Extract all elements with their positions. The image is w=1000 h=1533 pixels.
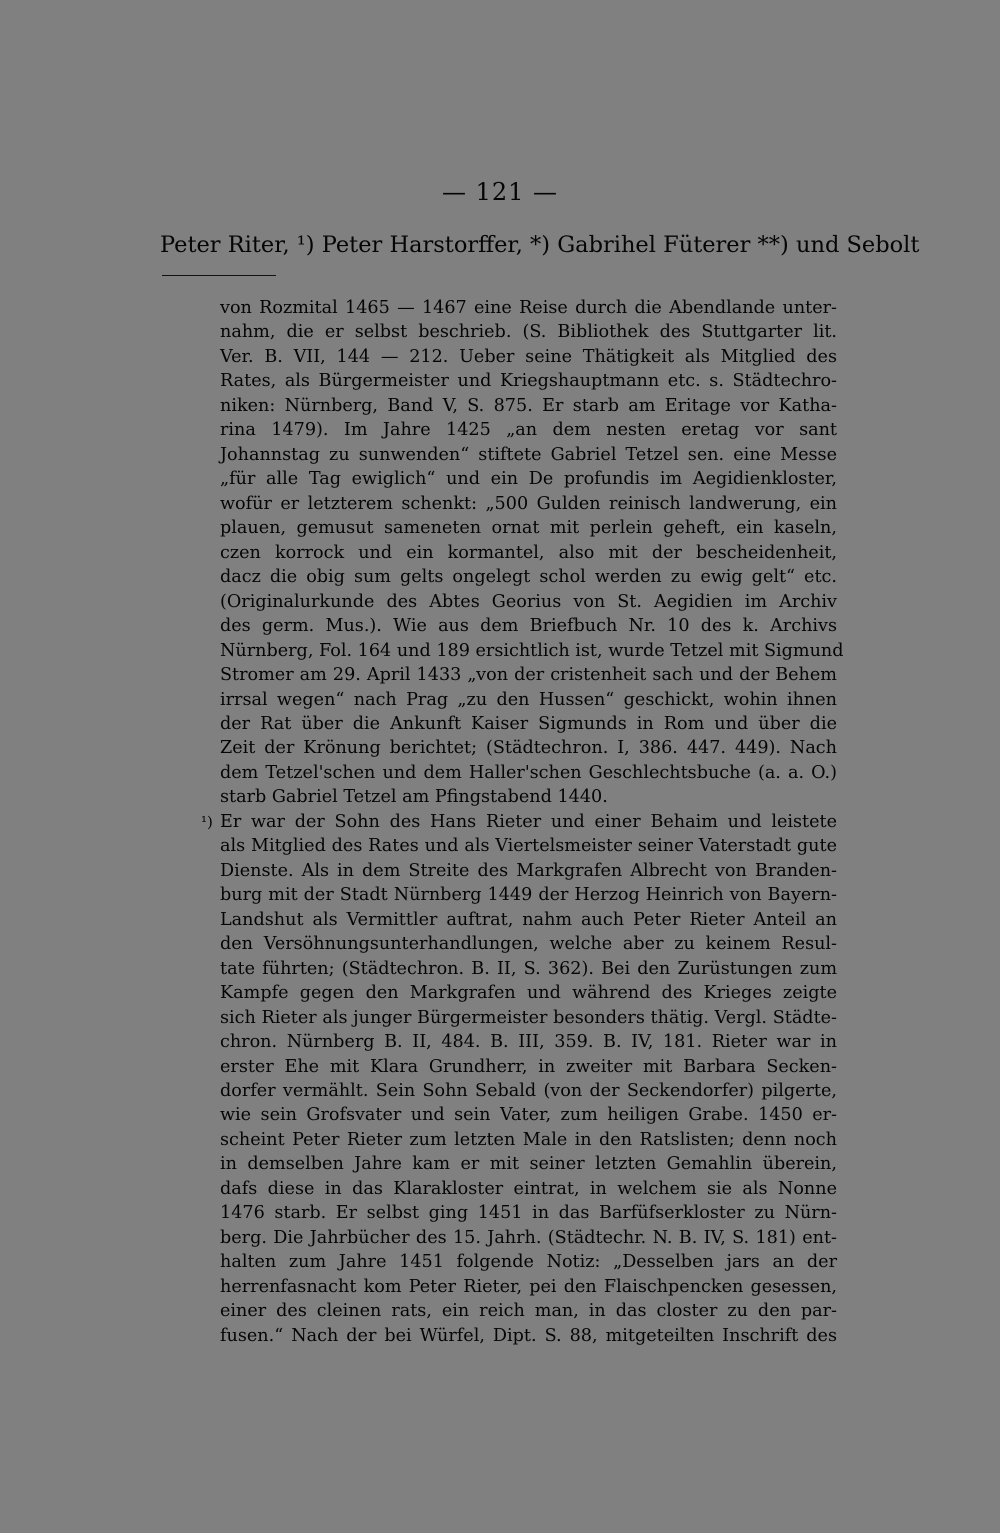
footnote-line: der Rat über die Ankunft Kaiser Sigmunds in Rom und über die — [220, 713, 837, 734]
footnote-line: Zeit der Krönung berichtet; (Städtechron. I, 386. 447. 449). Nach — [220, 738, 837, 759]
footnote-1 — [201, 810, 837, 1348]
footnote-marker: ¹) — [201, 812, 213, 831]
footnote-line: plauen, gemusut sameneten ornat mit perlein geheft, ein kaseln, — [220, 518, 837, 539]
page-number: — 121 — — [441, 178, 559, 206]
footnote-line — [201, 810, 837, 834]
footnote-line: „für alle Tag ewiglich“ und ein De profundis im Aegidienkloster, — [220, 469, 837, 490]
footnotes-block — [201, 296, 844, 1348]
footnote-line: Stromer am 29. April 1433 „von der cristenheit sach und der Behem — [220, 665, 837, 686]
footnote-line: Landshut als Vermittler auftrat, nahm auch Peter Rieter Anteil an — [220, 909, 837, 930]
footnote-line: dem Tetzel'schen und dem Haller'schen Geschlechtsbuche (a. a. O.) — [220, 762, 837, 783]
footnote-line: Kampfe gegen den Markgrafen und während des Krieges zeigte — [220, 983, 837, 1004]
footnote-line: nahm, die er selbst beschrieb. (S. Bibliothek des Stuttgarter lit. — [220, 322, 837, 343]
footnote-line: als Mitglied des Rates und als Viertelsmeister seiner Vaterstadt gute — [220, 836, 837, 857]
footnote-line: irrsal wegen“ nach Prag „zu den Hussen“ geschickt, wohin ihnen — [220, 689, 837, 710]
footnote-line: erster Ehe mit Klara Grundherr, in zweiter mit Barbara Secken- — [220, 1056, 837, 1077]
footnote-line: wie sein Grofsvater und sein Vater, zum heiligen Grabe. 1450 er- — [220, 1105, 837, 1126]
footnote-line: Johannstag zu sunwenden“ stiftete Gabriel Tetzel sen. eine Messe — [220, 444, 837, 465]
footnote-line: Rates, als Bürgermeister und Kriegshauptmann etc. s. Städtechro- — [220, 371, 837, 392]
footnote-line: 1476 starb. Er selbst ging 1451 in das Barfüfserkloster zu Nürn- — [220, 1203, 837, 1224]
footnote-line: wofür er letzterem schenkt: „500 Gulden reinisch landwerung, ein — [220, 493, 837, 514]
running-text-line: Peter Riter, ¹) Peter Harstorffer, *) Gabrihel Füterer **) und Sebolt — [160, 232, 920, 258]
footnote-line-text: Er war der Sohn des Hans Rieter und einer Behaim und leistete — [220, 811, 837, 832]
footnote-line: burg mit der Stadt Nürnberg 1449 der Herzog Heinrich von Bayern- — [220, 885, 837, 906]
footnote-line: berg. Die Jahrbücher des 15. Jahrh. (Städtechr. N. B. IV, S. 181) ent- — [220, 1227, 837, 1248]
footnote-line: fusen.“ Nach der bei Würfel, Dipt. S. 88, mitgeteilten Inschrift des — [220, 1325, 837, 1346]
footnote-line: chron. Nürnberg B. II, 484. B. III, 359. B. IV, 181. Rieter war in — [220, 1032, 837, 1053]
footnote-line: dacz die obig sum gelts ongelegt schol werden zu ewig gelt“ etc. — [220, 567, 837, 588]
footnote-line: Ver. B. VII, 144 — 212. Ueber seine Thätigkeit als Mitglied des — [220, 346, 837, 367]
footnote-line: den Versöhnungsunterhandlungen, welche aber zu keinem Resul- — [220, 934, 837, 955]
footnote-line: (Originalurkunde des Abtes Georius von St. Aegidien im Archiv — [220, 591, 837, 612]
footnote-line: dorfer vermählt. Sein Sohn Sebald (von der Seckendorfer) pilgerte, — [220, 1081, 837, 1101]
footnote-line: des germ. Mus.). Wie aus dem Briefbuch Nr. 10 des k. Archivs — [220, 616, 837, 637]
footnote-line: dafs diese in das Klarakloster eintrat, in welchem sie als Nonne — [220, 1178, 837, 1199]
footnote-line: halten zum Jahre 1451 folgende Notiz: „Desselben jars an der — [220, 1252, 837, 1273]
footnote-line: scheint Peter Rieter zum letzten Male in den Ratslisten; denn noch — [220, 1129, 837, 1150]
footnote-line: niken: Nürnberg, Band V, S. 875. Er starb am Eritage vor Katha- — [220, 395, 837, 416]
footnote-line: rina 1479). Im Jahre 1425 „an dem nesten eretag vor sant — [220, 420, 837, 441]
footnote-separator-rule — [162, 275, 276, 276]
footnote-line: herrenfasnacht kom Peter Rieter, pei den Flaischpencken gesessen, — [220, 1276, 837, 1297]
footnote-line: tate führten; (Städtechron. B. II, S. 362). Bei den Zurüstungen zum — [220, 958, 837, 979]
footnote-line: starb Gabriel Tetzel am Pfingstabend 1440. — [220, 787, 608, 808]
footnote-line: Dienste. Als in dem Streite des Markgrafen Albrecht von Branden- — [220, 860, 837, 881]
footnote-line: czen korrock und ein kormantel, also mit der bescheidenheit, — [220, 542, 837, 563]
footnote-line: einer des cleinen rats, ein reich man, in das closter zu den par- — [220, 1301, 837, 1322]
footnote-line: von Rozmital 1465 — 1467 eine Reise durch die Abendlande unter- — [220, 298, 837, 318]
footnote-line: Nürnberg, Fol. 164 und 189 ersichtlich ist, wurde Tetzel mit Sigmund — [220, 640, 844, 661]
footnote-line: sich Rieter als junger Bürgermeister besonders thätig. Vergl. Städte- — [220, 1007, 837, 1028]
footnote-continuation — [220, 296, 844, 810]
footnote-line: in demselben Jahre kam er mit seiner letzten Gemahlin überein, — [220, 1154, 837, 1175]
